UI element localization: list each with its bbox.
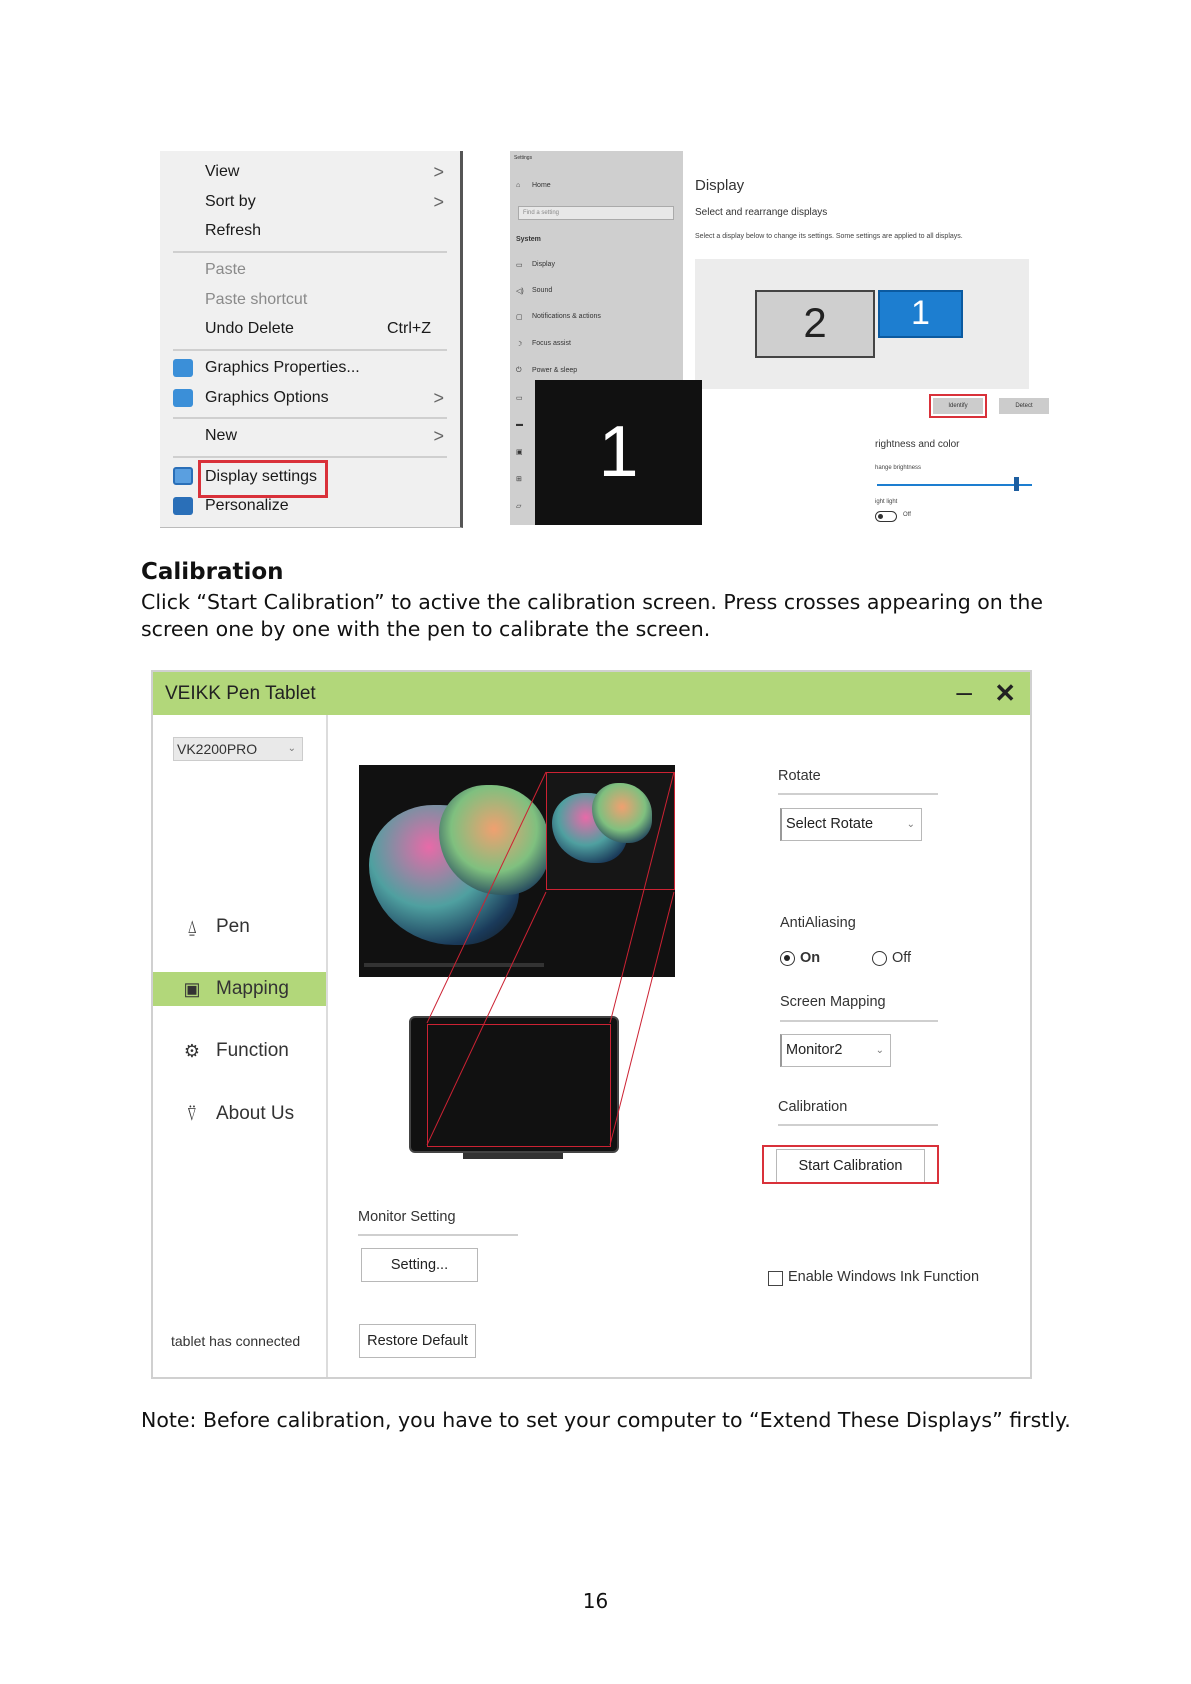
- chevron-down-icon: ⌄: [875, 1045, 884, 1056]
- chevron-right-icon: >: [433, 388, 444, 408]
- menu-item-refresh[interactable]: Refresh: [205, 222, 262, 239]
- gear-icon: ⚙: [183, 1041, 201, 1061]
- graphics-icon: [173, 389, 193, 407]
- menu-separator: [173, 251, 447, 253]
- nav-sound[interactable]: Sound: [532, 287, 553, 294]
- tablet-icon: ▣: [516, 449, 523, 456]
- calibration-label: Calibration: [778, 1099, 848, 1115]
- settings-app-label: Settings: [514, 155, 533, 161]
- nav-power-sleep[interactable]: Power & sleep: [532, 367, 578, 374]
- divider: [778, 793, 938, 795]
- nav-label: Function: [216, 1040, 289, 1061]
- about-icon: ⍢: [186, 1104, 198, 1124]
- menu-item-paste-shortcut: Paste shortcut: [205, 291, 308, 308]
- chevron-right-icon: >: [433, 192, 444, 212]
- menu-item-paste: Paste: [205, 261, 246, 278]
- sound-icon: ◁): [516, 288, 524, 295]
- antialiasing-on-label: On: [800, 950, 821, 966]
- nav-display[interactable]: Display: [532, 261, 555, 268]
- instruction-paragraph: Click “Start Calibration” to active the calibration screen. Press crosses appearing on the screen one by one with the pen to calibrate the screen.: [141, 590, 1043, 641]
- nav-notifications[interactable]: Notifications & actions: [532, 313, 601, 320]
- highlight-box: [198, 460, 328, 498]
- projecting-icon: ▱: [516, 503, 522, 510]
- divider: [780, 1020, 938, 1022]
- shortcut-label: Ctrl+Z: [387, 320, 431, 337]
- chevron-down-icon: ⌄: [287, 743, 296, 754]
- detect-button[interactable]: Detect: [999, 398, 1049, 414]
- window-title: VEIKK Pen Tablet: [165, 683, 316, 704]
- divider: [358, 1234, 518, 1236]
- chevron-right-icon: >: [433, 426, 444, 446]
- mapping-line: [610, 892, 674, 1145]
- chevron-right-icon: >: [433, 162, 444, 182]
- antialiasing-label: AntiAliasing: [780, 915, 856, 931]
- rotate-select[interactable]: [780, 808, 922, 841]
- highlight-box: [762, 1145, 939, 1184]
- antialiasing-off-label: Off: [892, 950, 912, 966]
- mapping-icon: ▣: [183, 979, 201, 999]
- page-title: Display: [695, 177, 745, 194]
- focus-assist-icon: ☽: [516, 341, 523, 348]
- connection-status: tablet has connected: [171, 1333, 301, 1349]
- nav-home[interactable]: Home: [532, 182, 551, 189]
- graphics-icon: [173, 359, 193, 377]
- chevron-down-icon: ⌄: [906, 819, 915, 830]
- note-text: Note: Before calibration, you have to set your computer to “Extend These Displays” firstly.: [141, 1408, 1071, 1432]
- nav-label: About Us: [216, 1103, 295, 1124]
- identify-overlay: 1: [535, 380, 702, 525]
- windows-display-settings: [510, 151, 1033, 525]
- monitor-2-tile[interactable]: 2: [755, 290, 875, 358]
- mapping-line: [610, 772, 674, 1023]
- antialiasing-on-radio[interactable]: [780, 951, 795, 966]
- brightness-slider[interactable]: [877, 484, 1032, 486]
- night-light-label: ight light: [875, 499, 898, 505]
- battery-icon: ▭: [516, 395, 523, 402]
- nav-label: Pen: [216, 916, 250, 937]
- nav-focus-assist[interactable]: Focus assist: [532, 340, 571, 347]
- display-pane: [683, 151, 1033, 525]
- menu-item-new[interactable]: New: [205, 427, 238, 444]
- start-calibration-button[interactable]: Start Calibration: [776, 1149, 925, 1183]
- identify-button[interactable]: Identify: [933, 398, 983, 414]
- menu-item-display-settings[interactable]: Display settings: [205, 468, 318, 485]
- nav-label: Mapping: [216, 978, 289, 999]
- menu-item-view[interactable]: View: [205, 163, 240, 180]
- personalize-icon: [173, 497, 193, 515]
- multitasking-icon: ⊞: [516, 476, 522, 483]
- menu-item-sort-by[interactable]: Sort by: [205, 193, 256, 210]
- desktop-context-menu: [160, 151, 463, 528]
- menu-separator: [173, 456, 447, 458]
- storage-icon: ▬: [516, 421, 523, 428]
- device-select-value: VK2200PRO: [177, 741, 258, 757]
- slider-thumb[interactable]: [1014, 477, 1019, 491]
- toggle-state: Off: [903, 512, 911, 518]
- minimize-button[interactable]: –: [956, 676, 972, 707]
- menu-item-graphics-properties[interactable]: Graphics Properties...: [205, 359, 360, 376]
- menu-separator: [173, 417, 447, 419]
- menu-separator: [173, 349, 447, 351]
- settings-search-input[interactable]: Find a setting: [518, 206, 674, 220]
- rotate-select-value: Select Rotate: [786, 816, 874, 832]
- section-description: Select a display below to change its settings. Some settings are applied to all displays.: [695, 233, 963, 240]
- divider: [778, 1124, 938, 1126]
- section-system: System: [516, 236, 541, 243]
- monitor-1-tile[interactable]: 1: [878, 290, 963, 338]
- power-icon: ⏻: [516, 367, 522, 374]
- screen-mapping-select[interactable]: [780, 1034, 891, 1067]
- section-heading: Select and rearrange displays: [695, 207, 828, 218]
- home-icon: ⌂: [516, 182, 521, 189]
- menu-item-undo-delete[interactable]: Undo Delete: [205, 320, 294, 337]
- enable-windows-ink-checkbox[interactable]: [768, 1271, 783, 1286]
- screen-mapping-select-value: Monitor2: [786, 1042, 843, 1058]
- menu-item-graphics-options[interactable]: Graphics Options: [205, 389, 329, 406]
- section-heading: Calibration: [141, 559, 284, 585]
- brightness-label: hange brightness: [875, 465, 922, 471]
- notifications-icon: ▢: [516, 314, 523, 321]
- mapping-line: [427, 772, 546, 1023]
- pen-icon: ⍙: [186, 917, 198, 937]
- night-light-toggle[interactable]: [875, 511, 897, 522]
- display-icon: [173, 467, 193, 485]
- mapping-line: [427, 892, 546, 1145]
- restore-default-button[interactable]: Restore Default: [359, 1324, 476, 1358]
- veikk-pen-tablet-window: [151, 670, 1032, 1379]
- enable-windows-ink-label: Enable Windows Ink Function: [788, 1269, 980, 1285]
- display-icon: ▭: [516, 262, 523, 269]
- monitor-setting-button[interactable]: Setting...: [361, 1248, 478, 1282]
- screen-mapping-label: Screen Mapping: [780, 994, 886, 1010]
- page-number: 16: [582, 1589, 609, 1613]
- antialiasing-off-radio[interactable]: [872, 951, 887, 966]
- close-button[interactable]: ✕: [994, 678, 1016, 708]
- brightness-heading: rightness and color: [875, 439, 960, 450]
- rotate-label: Rotate: [778, 768, 821, 784]
- menu-item-personalize[interactable]: Personalize: [205, 497, 289, 514]
- display-arrangement-area: [695, 259, 1029, 389]
- monitor-setting-label: Monitor Setting: [358, 1209, 456, 1225]
